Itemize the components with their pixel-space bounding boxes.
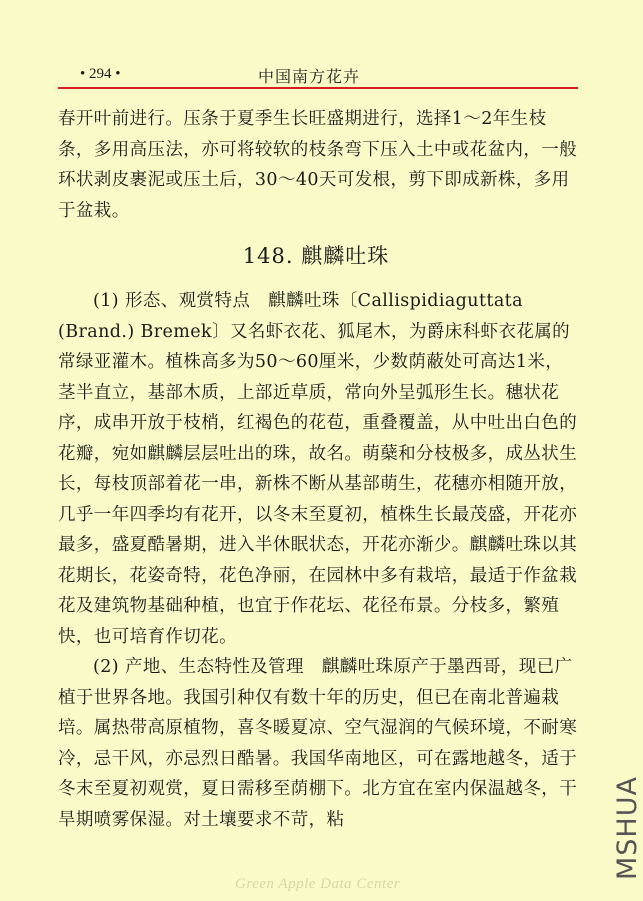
intro-text-block: [58, 104, 580, 226]
paragraph-origin-ecology: (2) 产地、生态特性及管理 麒麟吐珠原产于墨西哥，现已广植于世界各地。我国引种仅有数十年的历史，但已在南北普遍栽培。属热带高原植物，喜冬暖夏凉、空气湿润的气候环境，不耐寒冷，忌干风，亦忌烈日酷暑。我国华南地区，可在露地越冬，适于冬末至夏初观赏，夏日需移至荫棚下。北方宜在室内保温越冬，干旱期喷雾保湿。对土壤要求不苛，粘: [58, 657, 578, 830]
paragraph-morphology: (1) 形态、观赏特点 麒麟吐珠〔Callispidiaguttata (Brand.) Bremek〕又名虾衣花、狐尾木，为爵床科虾衣花属的常绿亚灌木。植株高多为50～60厘米，少数荫蔽处可高达1米，茎半直立，基部木质，上部近草质，常向外呈弧形生长。穗状花序，成串开放于枝梢，红褐色的花苞，重叠覆盖，从中吐出白色的花瓣，宛如麒麟层层吐出的珠，故名。萌蘖和分枝极多，成丛状生长，每枝顶部着花一串，新株不断从基部萌生，花穗亦相随开放，几乎一年四季均有花开，以冬末至夏初，植株生长最茂盛，开花亦最多，盛夏酷暑期，进入半休眠状态，开花亦渐少。麒麟吐珠以其花期长，花姿奇特，花色净丽，在园林中多有栽培，最适于作盆栽花及建筑物基础种植，也宜于作花坛、花径布景。分枝多，繁殖快，也可培育作切花。: [58, 291, 578, 647]
side-mark: MSHUA: [612, 776, 643, 880]
header-rule: [58, 87, 578, 89]
intro-paragraph: 春开叶前进行。压条于夏季生长旺盛期进行，选择1～2年生枝条，多用高压法，亦可将较软的枝条弯下压入土中或花盆内，一般环状剥皮裹泥或压土后，30～40天可发根，剪下即成新株，多用于盆栽。: [58, 109, 578, 221]
watermark-text: Green Apple Data Center: [235, 876, 401, 892]
book-title: 中国南方花卉: [258, 67, 361, 86]
page-number: • 294 •: [80, 66, 121, 82]
section-heading: 148. 麒麟吐珠: [242, 244, 390, 268]
body-text-block: [58, 286, 580, 835]
running-header: [58, 64, 578, 86]
